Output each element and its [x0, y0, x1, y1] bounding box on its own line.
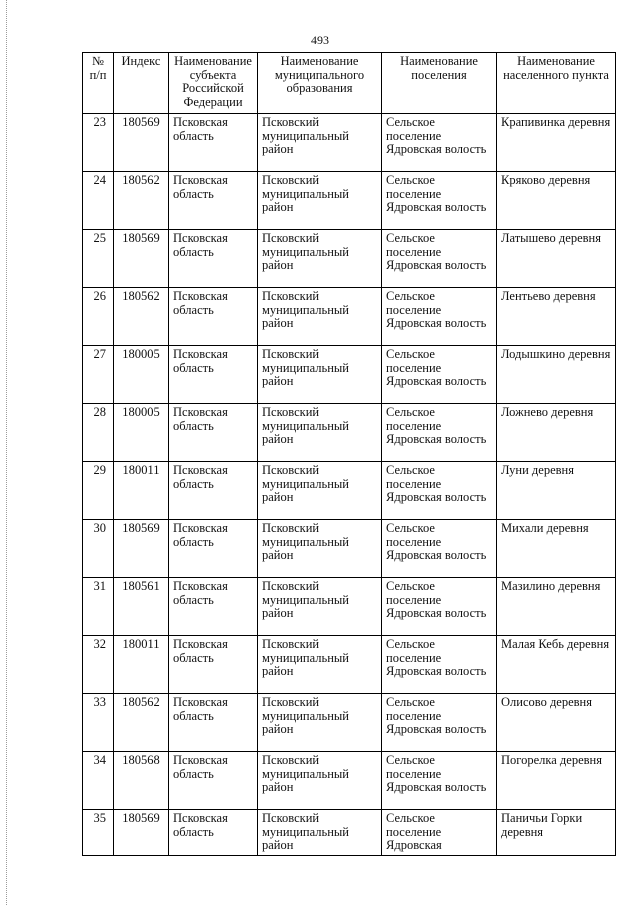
cell-settlement: Сельское поселение Ядровская волость — [382, 114, 497, 172]
cell-subject: Псковская область — [169, 636, 258, 694]
cell-number: 32 — [83, 636, 114, 694]
cell-subject: Псковская область — [169, 172, 258, 230]
table-row — [83, 810, 616, 856]
table-row — [83, 114, 616, 172]
cell-index: 180005 — [114, 346, 169, 404]
cell-municipality: Псковский муниципальный район — [258, 288, 382, 346]
cell-index: 180562 — [114, 172, 169, 230]
cell-settlement: Сельское поселение Ядровская волость — [382, 520, 497, 578]
cell-municipality: Псковский муниципальный район — [258, 752, 382, 810]
cell-number: 35 — [83, 810, 114, 856]
cell-municipality: Псковский муниципальный район — [258, 462, 382, 520]
cell-settlement: Сельское поселение Ядровская волость — [382, 578, 497, 636]
cell-index: 180568 — [114, 752, 169, 810]
table-row — [83, 578, 616, 636]
cell-number: 31 — [83, 578, 114, 636]
scan-edge-line — [6, 0, 8, 905]
cell-number: 34 — [83, 752, 114, 810]
page-number: 493 — [311, 33, 329, 47]
cell-subject: Псковская область — [169, 520, 258, 578]
cell-index: 180561 — [114, 578, 169, 636]
cell-index: 180569 — [114, 230, 169, 288]
cell-subject: Псковская область — [169, 288, 258, 346]
table-row — [83, 404, 616, 462]
cell-locality: Луни деревня — [497, 462, 616, 520]
cell-settlement: Сельское поселение Ядровская волость — [382, 230, 497, 288]
table-row — [83, 520, 616, 578]
cell-municipality: Псковский муниципальный район — [258, 230, 382, 288]
cell-settlement: Сельское поселение Ядровская волость — [382, 346, 497, 404]
header-municipality: Наименование муниципального образования — [258, 53, 382, 114]
cell-settlement: Сельское поселение Ядровская волость — [382, 288, 497, 346]
cell-subject: Псковская область — [169, 346, 258, 404]
table-row — [83, 172, 616, 230]
table-row — [83, 752, 616, 810]
cell-locality: Мазилино деревня — [497, 578, 616, 636]
cell-municipality: Псковский муниципальный район — [258, 346, 382, 404]
cell-index: 180569 — [114, 114, 169, 172]
cell-settlement: Сельское поселение Ядровская волость — [382, 694, 497, 752]
cell-settlement: Сельское поселение Ядровская волость — [382, 462, 497, 520]
cell-locality: Лодышкино деревня — [497, 346, 616, 404]
header-subject: Наименование субъекта Российской Федерации — [169, 53, 258, 114]
cell-number: 30 — [83, 520, 114, 578]
cell-number: 33 — [83, 694, 114, 752]
cell-number: 26 — [83, 288, 114, 346]
cell-settlement: Сельское поселение Ядровская волость — [382, 172, 497, 230]
cell-locality: Ложнево деревня — [497, 404, 616, 462]
cell-locality: Крапивинка деревня — [497, 114, 616, 172]
localities-table — [82, 52, 616, 856]
cell-locality: Олисово деревня — [497, 694, 616, 752]
cell-number: 27 — [83, 346, 114, 404]
cell-municipality: Псковский муниципальный район — [258, 578, 382, 636]
cell-municipality: Псковский муниципальный район — [258, 520, 382, 578]
table-header — [83, 53, 616, 114]
cell-municipality: Псковский муниципальный район — [258, 636, 382, 694]
cell-index: 180569 — [114, 520, 169, 578]
cell-subject: Псковская область — [169, 230, 258, 288]
cell-subject: Псковская область — [169, 810, 258, 856]
cell-settlement: Сельское поселение Ядровская — [382, 810, 497, 856]
table-body — [83, 114, 616, 856]
cell-number: 23 — [83, 114, 114, 172]
cell-municipality: Псковский муниципальный район — [258, 172, 382, 230]
table-row — [83, 230, 616, 288]
cell-locality: Латышево деревня — [497, 230, 616, 288]
cell-number: 29 — [83, 462, 114, 520]
table-row — [83, 346, 616, 404]
cell-subject: Псковская область — [169, 578, 258, 636]
header-settlement: Наименование поселения — [382, 53, 497, 114]
table-row — [83, 636, 616, 694]
cell-number: 25 — [83, 230, 114, 288]
cell-locality: Паничьи Горки деревня — [497, 810, 616, 856]
cell-subject: Псковская область — [169, 404, 258, 462]
cell-index: 180562 — [114, 288, 169, 346]
cell-index: 180011 — [114, 462, 169, 520]
header-row — [83, 53, 616, 114]
cell-index: 180005 — [114, 404, 169, 462]
table-row — [83, 288, 616, 346]
table-row — [83, 694, 616, 752]
cell-locality: Михали деревня — [497, 520, 616, 578]
cell-index: 180011 — [114, 636, 169, 694]
cell-settlement: Сельское поселение Ядровская волость — [382, 752, 497, 810]
cell-subject: Псковская область — [169, 462, 258, 520]
cell-number: 24 — [83, 172, 114, 230]
cell-locality: Малая Кебь деревня — [497, 636, 616, 694]
cell-locality: Погорелка деревня — [497, 752, 616, 810]
table-row — [83, 462, 616, 520]
cell-subject: Псковская область — [169, 114, 258, 172]
cell-municipality: Псковский муниципальный район — [258, 810, 382, 856]
header-locality: Наименование населенного пункта — [497, 53, 616, 114]
cell-subject: Псковская область — [169, 752, 258, 810]
cell-locality: Кряково деревня — [497, 172, 616, 230]
cell-settlement: Сельское поселение Ядровская волость — [382, 636, 497, 694]
cell-municipality: Псковский муниципальный район — [258, 114, 382, 172]
cell-index: 180562 — [114, 694, 169, 752]
cell-municipality: Псковский муниципальный район — [258, 404, 382, 462]
cell-index: 180569 — [114, 810, 169, 856]
cell-municipality: Псковский муниципальный район — [258, 694, 382, 752]
cell-settlement: Сельское поселение Ядровская волость — [382, 404, 497, 462]
cell-number: 28 — [83, 404, 114, 462]
header-index: Индекс — [114, 53, 169, 114]
cell-subject: Псковская область — [169, 694, 258, 752]
cell-locality: Лентьево деревня — [497, 288, 616, 346]
header-number: № п/п — [83, 53, 114, 114]
